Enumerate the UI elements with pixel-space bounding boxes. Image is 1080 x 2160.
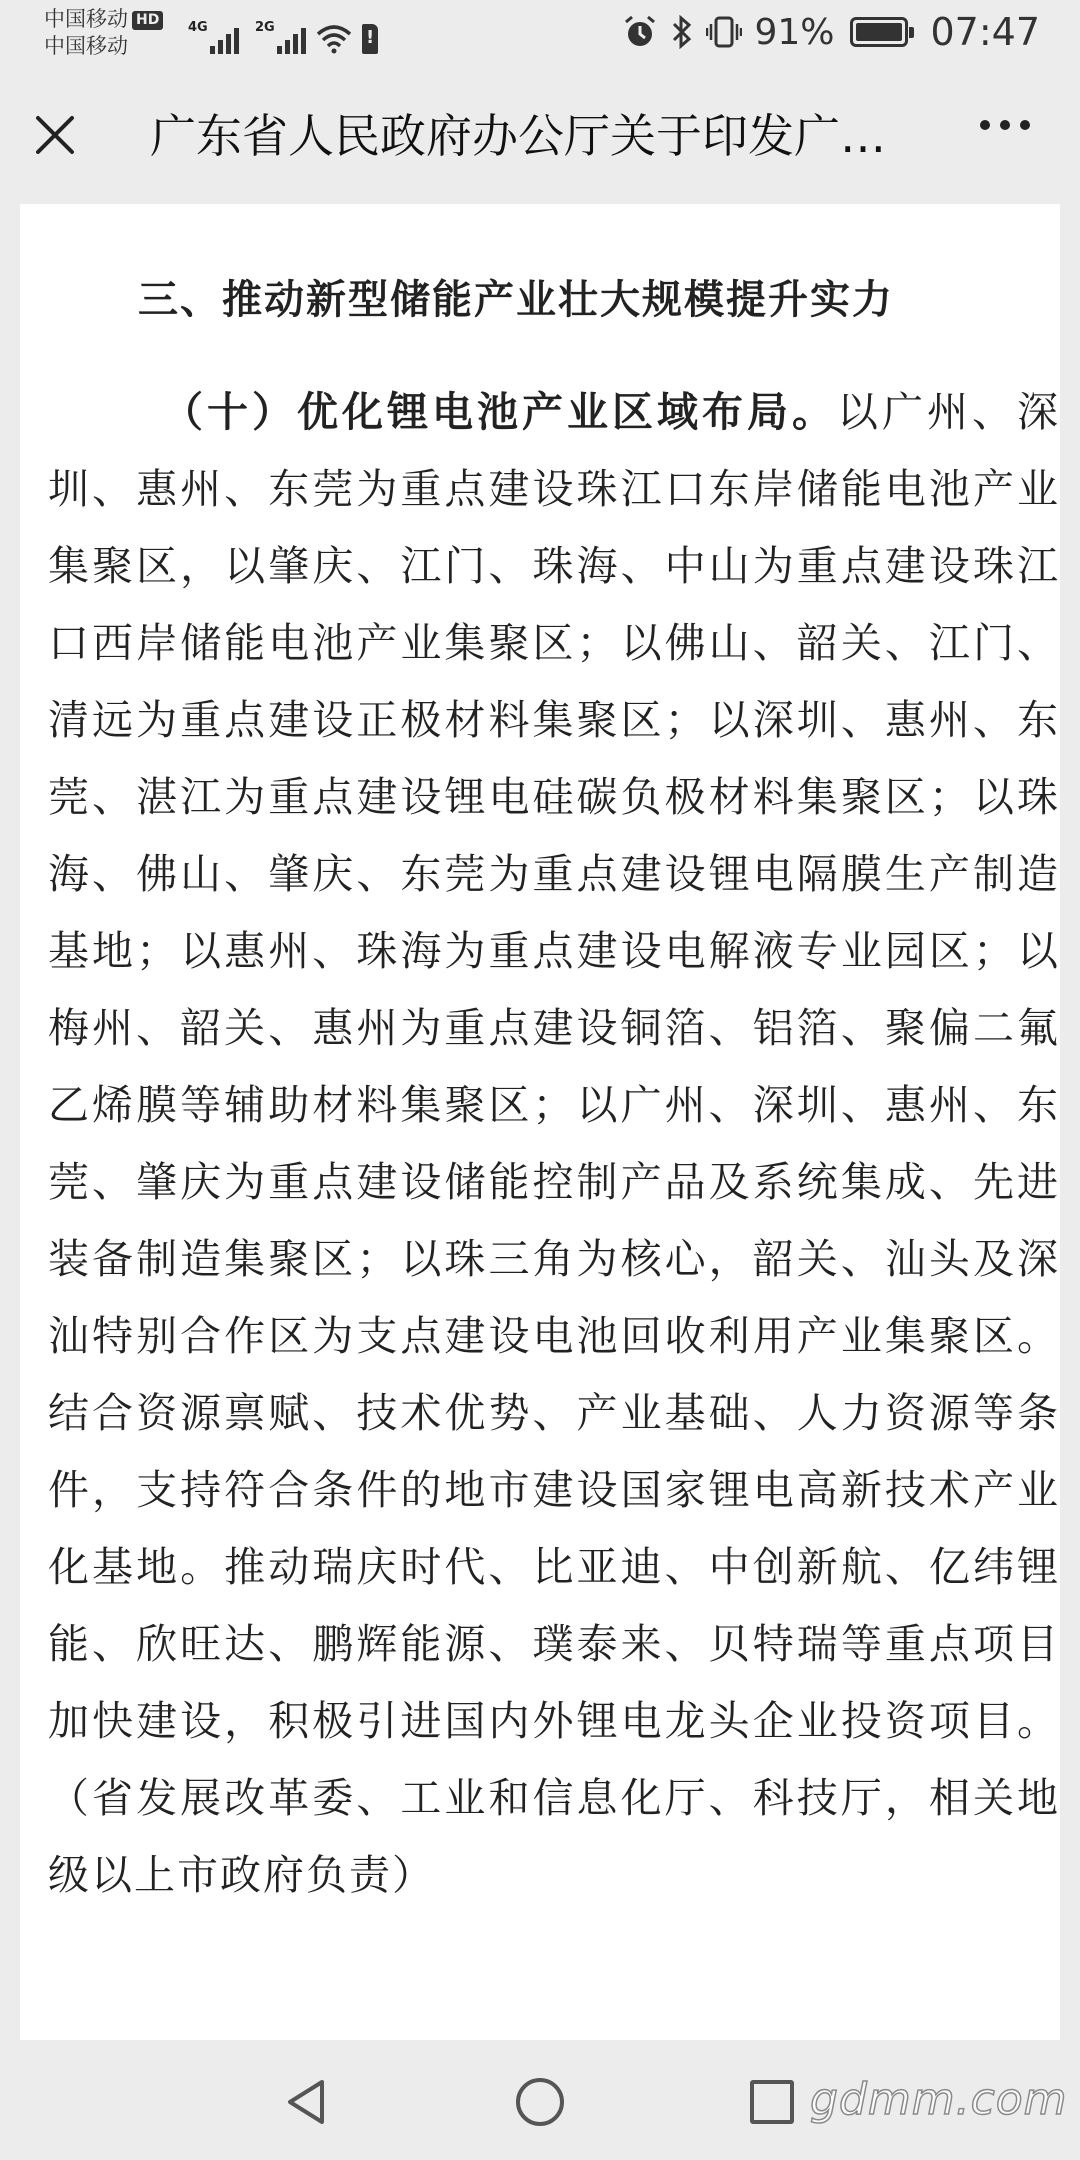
watermark: gdmm.com [810,2074,1068,2125]
battery-icon [850,17,908,47]
sim-alert-icon [362,24,378,54]
section-heading: 三、推动新型储能产业壮大规模提升实力 [138,277,894,323]
paragraph-lead: （十）优化锂电池产业区域布局。 [160,388,837,436]
vibrate-icon [706,14,742,50]
signal-2g-icon [255,20,306,54]
alarm-icon [622,14,658,50]
recent-apps-icon[interactable] [750,2080,794,2124]
carrier-1-label: 中国移动 [44,7,128,31]
paragraph-body: 以广州、深圳、惠州、东莞为重点建设珠江口东岸储能电池产业集聚区，以肇庆、江门、珠海、中山为重点建设珠江口西岸储能电池产业集聚区；以佛山、韶关、江门、清远为重点建设正极材料集聚区；以深圳、惠州、东莞、湛江为重点建设锂电硅碳负极材料集聚区；以珠海、佛山、肇庆、东莞为重点建设锂电隔膜生产制造基地；以惠州、珠海为重点建设电解液专业园区；以梅州、韶关、惠州为重点建设铜箔、铝箔、聚偏二氟乙烯膜等辅助材料集聚区；以广州、深圳、惠州、东莞、肇庆为重点建设储能控制产品及系统集成、先进装备制造集聚区；以珠三角为核心，韶关、汕头及深汕特别合作区为支点建设电池回收利用产业集聚区。结合资源禀赋、技术优势、产业基础、人力资源等条件，支持符合条件的地市建设国家锂电高新技术产业化基地。推动瑞庆时代、比亚迪、中创新航、亿纬锂能、欣旺达、鹏辉能源、璞泰来、贝特瑞等重点项目加快建设，积极引进国内外锂电龙头企业投资项目。（省发展改革委、工业和信息化厅、科技厅，相关地级以上市政府负责） [48,388,1060,1899]
signal-4g-icon [188,20,239,54]
more-icon[interactable] [980,120,1030,130]
page-title: 广东省人民政府办公厅关于印发广… [150,109,886,163]
system-status [622,10,1040,54]
carrier-2-label: 中国移动 [44,34,128,58]
network-icons [182,14,378,54]
bluetooth-icon [670,14,694,50]
wifi-icon [316,24,352,54]
status-bar [0,0,1080,66]
close-icon[interactable] [30,110,80,160]
signal-4g-label: 4G [188,20,208,35]
back-icon[interactable] [282,2076,332,2128]
article-content [20,204,1060,2040]
article-paragraph [48,374,1060,1914]
carrier-info [44,6,163,60]
hd-badge: HD [132,11,163,30]
clock: 07:47 [930,10,1040,54]
battery-percent: 91% [754,11,835,53]
system-nav-bar [0,2040,1080,2160]
title-bar [0,66,1080,204]
signal-2g-label: 2G [255,20,275,35]
home-icon[interactable] [516,2078,564,2126]
